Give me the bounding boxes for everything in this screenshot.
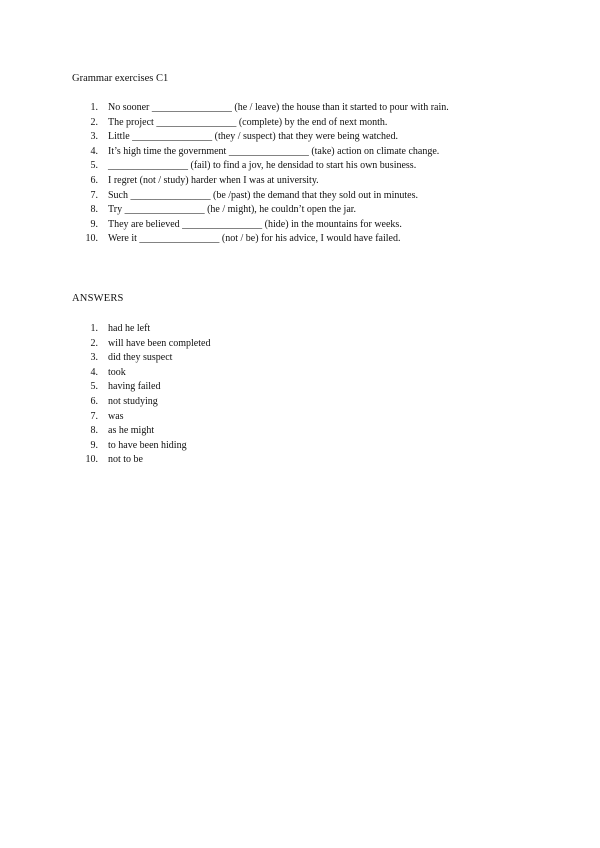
question-text: Try ________________ (he / might), he couldn’t open the jar. xyxy=(108,204,357,216)
question-text: Were it ________________ (not / be) for his advice, I would have failed. xyxy=(108,233,401,245)
answer-text: had he left xyxy=(108,323,151,334)
question-text: Such ________________ (be /past) the demand that they sold out in minutes. xyxy=(108,189,418,201)
question-text: Little ________________ (they / suspect) that they were being watched. xyxy=(108,131,398,143)
question-text: It’s high time the government ________________ (take) action on climate change. xyxy=(108,145,440,157)
answer-text: to have been hiding xyxy=(108,439,187,451)
item-number: 9. xyxy=(90,439,98,451)
item-number: 5. xyxy=(90,160,98,172)
blank-line: ________________ xyxy=(182,218,263,230)
answer-text: as he might xyxy=(108,425,155,437)
blank-line: ________________ xyxy=(132,131,213,143)
item-number: 4. xyxy=(90,366,98,378)
question-text: I regret (not / study) harder when I was at university. xyxy=(108,174,319,186)
answer-text: was xyxy=(108,410,124,422)
answer-text: not to be xyxy=(108,454,143,466)
question-text: The project ________________ (complete) by the end of next month. xyxy=(108,116,388,128)
item-number: 3. xyxy=(90,131,98,143)
item-number: 6. xyxy=(90,395,98,407)
item-number: 10. xyxy=(85,454,98,466)
blank-line: ________________ xyxy=(151,102,232,113)
item-number: 8. xyxy=(90,204,98,216)
blank-line: ________________ xyxy=(124,204,205,216)
answer-text: took xyxy=(108,366,126,378)
blank-line: ________________ xyxy=(139,233,220,245)
item-number: 7. xyxy=(90,189,98,201)
answer-text: having failed xyxy=(108,381,161,393)
item-number: 4. xyxy=(90,145,98,157)
blank-line: ________________ xyxy=(108,160,188,172)
answer-text: not studying xyxy=(108,395,158,407)
question-text: ________________ (fail) to find a jov, he densidad to start his own business. xyxy=(108,160,417,172)
item-number: 1. xyxy=(90,102,98,113)
item-number: 10. xyxy=(85,233,98,245)
item-number: 2. xyxy=(90,337,98,349)
item-number: 7. xyxy=(90,410,98,422)
page-title: Grammar exercises C1 xyxy=(72,73,169,84)
answer-text: did they suspect xyxy=(108,352,173,364)
question-text: They are believed ________________ (hide) in the mountains for weeks. xyxy=(108,218,402,230)
item-number: 5. xyxy=(90,381,98,393)
blank-line: ________________ xyxy=(228,145,309,157)
blank-line: ________________ xyxy=(130,189,211,201)
item-number: 1. xyxy=(90,323,98,334)
item-number: 9. xyxy=(90,218,98,230)
answers-heading: ANSWERS xyxy=(72,293,124,304)
blank-line: ________________ xyxy=(156,116,237,128)
item-number: 6. xyxy=(90,174,98,186)
question-text: No sooner ________________ (he / leave) the house than it started to pour with rain. xyxy=(108,102,449,113)
item-number: 8. xyxy=(90,425,98,437)
answer-text: will have been completed xyxy=(108,337,211,349)
item-number: 2. xyxy=(90,116,98,128)
item-number: 3. xyxy=(90,352,98,364)
